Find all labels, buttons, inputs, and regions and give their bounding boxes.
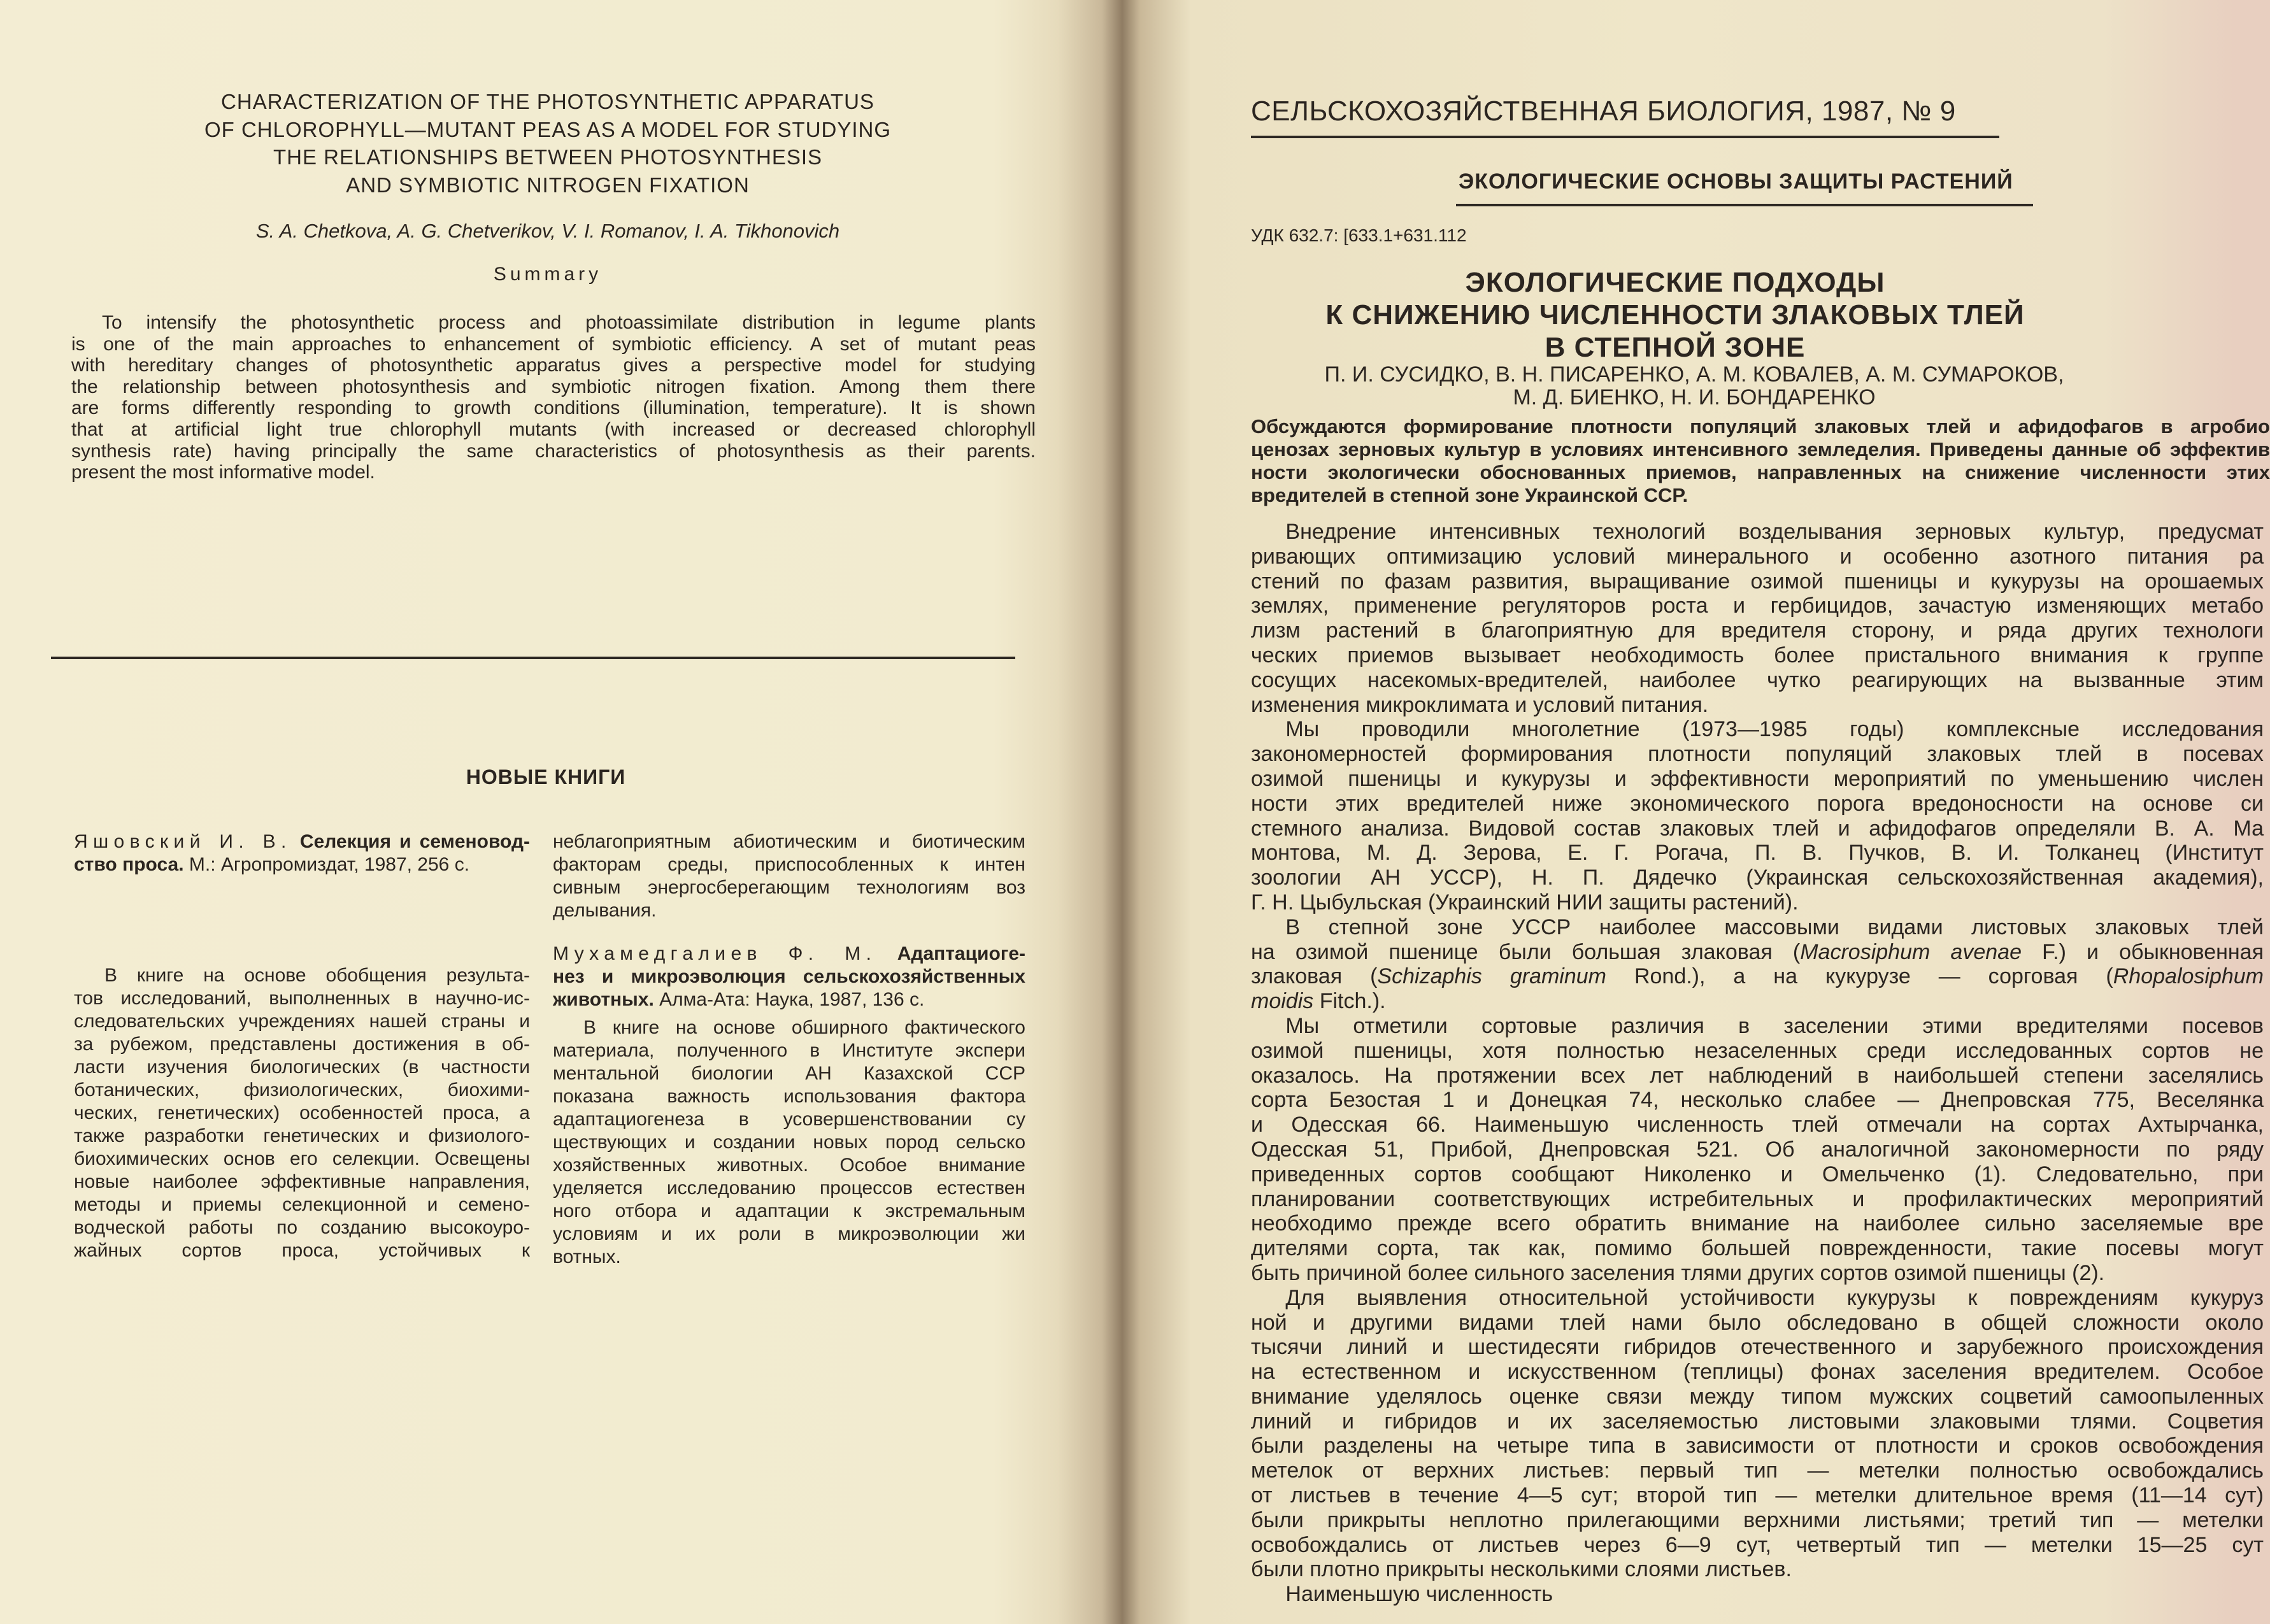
text-line: Г. Н. Цыбульская (Украинский НИИ защиты растений).	[1251, 890, 1799, 915]
text-line: with hereditary changes of photosynthetic apparatus gives a perspective model for studying	[71, 355, 1036, 376]
text-line: moidis Fitch.).	[1251, 989, 1386, 1014]
summary-title-line: CHARACTERIZATION OF THE PHOTOSYNTHETIC APPARATUS	[221, 90, 874, 113]
text-line: и Одесская 66. Наименьшую численность тлей отмечали на сортах Ахтырчанка,	[1251, 1113, 2264, 1137]
text-line: тысячи линий и шестидесяти гибридов отечественного и зарубежного происхождения	[1251, 1335, 2264, 1360]
article-title-line: К СНИЖЕНИЮ ЧИСЛЕННОСТИ ЗЛАКОВЫХ ТЛЕЙ	[1325, 299, 2025, 331]
summary-title-line: OF CHLOROPHYLL—MUTANT PEAS AS A MODEL FOR STUDYING	[204, 117, 892, 141]
summary-title-line: AND SYMBIOTIC NITROGEN FIXATION	[346, 173, 750, 197]
text-line: показана важность использования фактора	[553, 1086, 1025, 1107]
text-line: биохимических основ его селекции. Освещены	[74, 1148, 530, 1169]
book1-description-continued	[553, 830, 1025, 922]
text-line: условиям и их роли в микроэволюции жи	[553, 1223, 1025, 1244]
text-run: Schizaphis graminum	[1377, 964, 1606, 989]
book1-description	[74, 964, 530, 1262]
article-title	[1274, 266, 2076, 364]
text-line: жайных сортов проса, устойчивых к	[74, 1240, 530, 1261]
text-line: В книге на основе обобщения результа-	[104, 965, 530, 986]
text-line: the relationship between photosynthesis and symbiotic nitrogen fixation. Among them there	[71, 376, 1036, 397]
article-body	[1251, 520, 2264, 1607]
text-line: ривающих оптимизацию условий минерального и особенно азотного питания ра	[1251, 544, 2264, 569]
text-line: ческих, генетических) особенностей проса, а	[74, 1102, 530, 1123]
text-line: метелок от верхних листьев: первый тип — метелки полностью освобождались	[1251, 1458, 2264, 1483]
text-line: Обсуждаются формирование плотности популяций злаковых тлей и афидофагов в агробио	[1251, 415, 2270, 438]
text-line: также разработки генетических и физиолого-	[74, 1125, 530, 1146]
text-line: монтова, М. Д. Зерова, Е. Г. Рогача, П. В. Пучков, В. И. Толканец (Институт	[1251, 841, 2264, 865]
text-line: Для выявления относительной устойчивости кукурузы к повреждениям кукуруз	[1285, 1285, 2264, 1310]
text-line: Мы проводили многолетние (1973—1985 годы) комплексные исследования	[1285, 717, 2264, 742]
text-line: сосущих насекомых-вредителей, наиболее чутко реагирующих на вызванные этим	[1251, 667, 2264, 692]
text-line: В степной зоне УССР наиболее массовыми видами листовых злаковых тлей	[1285, 915, 2264, 939]
summary-title-line: THE RELATIONSHIPS BETWEEN PHOTOSYNTHESIS	[273, 145, 823, 169]
text-run: Rhopalosiphum	[2113, 964, 2264, 989]
text-line: были разделены на четыре типа в зависимости от плотности и сроков освобождения	[1251, 1434, 2264, 1458]
journal-header: СЕЛЬСКОХОЗЯЙСТВЕННАЯ БИОЛОГИЯ, 1987, № 9	[1251, 96, 1956, 127]
article-authors	[1267, 363, 2121, 409]
text-line: ного отбора и адаптации к экстремальным	[553, 1200, 1025, 1222]
authors-line: М. Д. БИЕНКО, Н. И. БОНДАРЕНКО	[1513, 385, 1876, 410]
text-line: ности этих вредителей ниже экономического порога вредоносности на основе си	[1251, 791, 2264, 816]
text-line: освобождались от листьев через 6—9 сут, четвертый тип — метелки 15—25 сут	[1251, 1532, 2264, 1557]
text-line: быть причиной более сильного заселения тлями других сортов озимой пшеницы (2).	[1251, 1260, 2105, 1285]
summary-heading: Summary	[493, 264, 603, 285]
book2-citation	[553, 943, 1025, 1011]
book2-description	[553, 1016, 1025, 1269]
text-line: линий и гибридов и их заселяемостью листовыми злаковыми тлями. Соцветия	[1251, 1409, 2264, 1434]
text-line: ности экологически обоснованных приемов, направленных на снижение численности этих	[1251, 461, 2270, 483]
text-line: зоологии АН УССР), Н. П. Дядечко (Украинская сельскохозяйственная академия),	[1251, 865, 2264, 890]
header-rule	[1251, 136, 1999, 138]
text-run: ство проса.	[74, 854, 184, 875]
text-line: факторам среды, приспособленных к интен	[553, 854, 1025, 875]
section-divider	[51, 657, 1015, 659]
article-abstract	[1251, 415, 2270, 507]
text-line: present the most informative model.	[71, 462, 375, 483]
text-line: были прикрыты неплотно прилегающими верхними листьями; третий тип — метелки	[1251, 1507, 2264, 1532]
text-line: Внедрение интенсивных технологий возделывания зерновых культур, предусмат	[1285, 520, 2264, 544]
text-line: материала, полученного в Институте экспери	[553, 1040, 1025, 1061]
text-line: сивным энергосберегающим технологиям воз	[553, 877, 1025, 898]
text-line: за рубежом, представлены достижения в об-	[74, 1034, 530, 1055]
text-line: Наименьшую численность	[1285, 1582, 1553, 1607]
section-heading: ЭКОЛОГИЧЕСКИЕ ОСНОВЫ ЗАЩИТЫ РАСТЕНИЙ	[1459, 169, 2013, 194]
books-heading: НОВЫЕ КНИГИ	[466, 766, 626, 788]
section-heading-rule	[1456, 204, 2033, 206]
text-line: тов исследований, выполненных в научно-ис-	[74, 988, 530, 1009]
text-line: методы и приемы селекционной и семено-	[74, 1194, 530, 1215]
text-line: злаковая (Schizaphis graminum Rond.), а на кукурузе — сорговая (Rhopalosiphum	[1251, 964, 2264, 989]
text-line: ной и другими видами тлей нами было обследовано в общей сложности около	[1251, 1310, 2264, 1335]
text-line	[74, 830, 530, 853]
book1-citation	[74, 830, 530, 876]
text-run: Яшовский И. В.	[74, 831, 292, 852]
text-run: moidis	[1251, 989, 1314, 1014]
text-line	[553, 943, 1025, 965]
text-line: на естественном и искусственном (теплицы) фонах заселения вредителем. Особое	[1251, 1360, 2264, 1385]
text-line: внимание уделялось оценке связи между типом мужских соцветий самоопыленных	[1251, 1384, 2264, 1409]
text-run: Macrosiphum avenae	[1800, 939, 2022, 964]
udc-code: УДК 632.7: [633.1+631.112	[1251, 225, 1467, 245]
text-line: следовательских учреждениях нашей страны и	[74, 1011, 530, 1032]
text-line: ческих приемов вызывает необходимость более пристального внимания к группе	[1251, 643, 2264, 667]
text-line: озимой пшеницы и кукурузы и эффективности мероприятий по уменьшению числен	[1251, 766, 2264, 791]
text-line: сорта Безостая 1 и Донецкая 74, несколько слабее — Днепровская 775, Веселянка	[1251, 1088, 2264, 1113]
text-line: озимой пшеницы, хотя полностью незаселенных среди исследованных сортов не	[1251, 1038, 2264, 1063]
text-line: To intensify the photosynthetic process and photoassimilate distribution in legume plants	[102, 312, 1036, 333]
text-line: дителями сорта, так как, помимо большей поврежденности, такие посевы могут	[1251, 1236, 2264, 1261]
text-line: водческой работы по созданию высокоуро-	[74, 1217, 530, 1238]
text-line: synthesis rate) having principally the same characteristics of photosynthesis as their parents.	[71, 440, 1036, 462]
summary-authors: S. A. Chetkova, A. G. Chetverikov, V. I. Romanov, I. A. Tikhonovich	[255, 220, 840, 242]
text-line: новые наиболее эффективные направления,	[74, 1171, 530, 1192]
text-line: ласти изучения биологических (в частности	[74, 1057, 530, 1078]
text-line: ботанических, физиологических, биохими-	[74, 1079, 530, 1100]
text-line: хозяйственных животных. Особое внимание	[553, 1155, 1025, 1176]
text-line: стемного анализа. Видовой состав злаковых тлей и афидофагов определяли В. А. Ма	[1251, 816, 2264, 841]
text-line: планировании соответствующих истребительных и профилактических мероприятий	[1251, 1186, 2264, 1211]
text-line: ментальной биологии АН Казахской ССР	[553, 1063, 1025, 1084]
text-line: Одесская 51, Прибой, Днепровская 521. Об аналогичной закономерности по ряду	[1251, 1137, 2264, 1162]
text-line: закономерностей формирования плотности популяций злаковых тлей в посевах	[1251, 742, 2264, 767]
text-run: животных.	[553, 989, 654, 1010]
text-line: неблагоприятным абиотическим и биотическим	[553, 831, 1025, 852]
text-line	[553, 965, 1025, 988]
text-line: ществующих и создании новых пород сельско	[553, 1132, 1025, 1153]
text-line: вредителей в степной зоне Украинской ССР.	[1251, 484, 1688, 506]
text-line: ценозах зерновых культур в условиях интенсивного земледелия. Приведены данные об эффектив	[1251, 438, 2270, 460]
text-line: стений по фазам развития, выращивание озимой пшеницы и кукурузы на орошаемых	[1251, 569, 2264, 594]
text-line: ство проса. М.: Агропромиздат, 1987, 256 с.	[74, 854, 470, 875]
text-line: уделяется исследованию процессов естествен	[553, 1178, 1025, 1199]
text-line: были плотно прикрыты несколькими слоями листьев.	[1251, 1557, 1792, 1582]
text-line: от листьев в течение 4—5 сут; второй тип — метелки длительное время (11—14 сут)	[1251, 1483, 2264, 1508]
article-title-line: ЭКОЛОГИЧЕСКИЕ ПОДХОДЫ	[1465, 267, 1885, 298]
text-run: Адаптациоге-	[897, 943, 1025, 964]
text-line: землях, применение регуляторов роста и гербицидов, зачастую изменяющих метабо	[1251, 594, 2264, 618]
text-line: изменения микроклимата и условий питания.	[1251, 692, 1709, 717]
text-line: оказалось. На протяжении всех лет наблюдений в наибольшей степени заселялись	[1251, 1063, 2264, 1088]
text-line: делывания.	[553, 900, 657, 921]
text-line: that at artificial light true chlorophyll mutants (with increased or decreased chlorophyll	[71, 418, 1036, 440]
text-line: вотных.	[553, 1246, 621, 1267]
text-line: is one of the main approaches to enhancement of symbiotic efficiency. A set of mutant peas	[71, 333, 1036, 355]
text-line: Мы отметили сортовые различия в заселении этими вредителями посевов	[1285, 1013, 2264, 1038]
text-run: Селекция и семеновод-	[299, 831, 531, 852]
text-run: Мухамедгалиев Ф. М.	[553, 943, 877, 964]
text-line: are forms differently responding to growth conditions (illumination, temperature). It is shown	[71, 397, 1036, 419]
text-line: животных. Алма-Ата: Наука, 1987, 136 с.	[553, 989, 925, 1010]
text-line: лизм растений в благоприятную для вредителя сторону, и ряда других технологи	[1251, 618, 2264, 643]
text-line: адаптациогенеза в усовершенствовании су	[553, 1109, 1025, 1130]
summary-body	[71, 312, 1036, 483]
summary-title	[191, 88, 904, 199]
text-line: на озимой пшенице были большая злаковая (Macrosiphum avenae F.) и обыкновенная	[1251, 939, 2264, 964]
text-line: необходимо прежде всего обратить внимание на наиболее сильно заселяемые вре	[1251, 1211, 2264, 1236]
text-run: нез и микроэволюция сельскохозяйственных	[553, 966, 1025, 987]
text-line: приведенных сортов сообщают Николенко и Омельченко (1). Следовательно, при	[1251, 1162, 2264, 1186]
authors-line: П. И. СУСИДКО, В. Н. ПИСАРЕНКО, А. М. КОВАЛЕВ, А. М. СУМАРОКОВ,	[1324, 362, 2064, 387]
text-line: В книге на основе обширного фактического	[583, 1017, 1025, 1038]
article-title-line: В СТЕПНОЙ ЗОНЕ	[1545, 332, 1806, 363]
